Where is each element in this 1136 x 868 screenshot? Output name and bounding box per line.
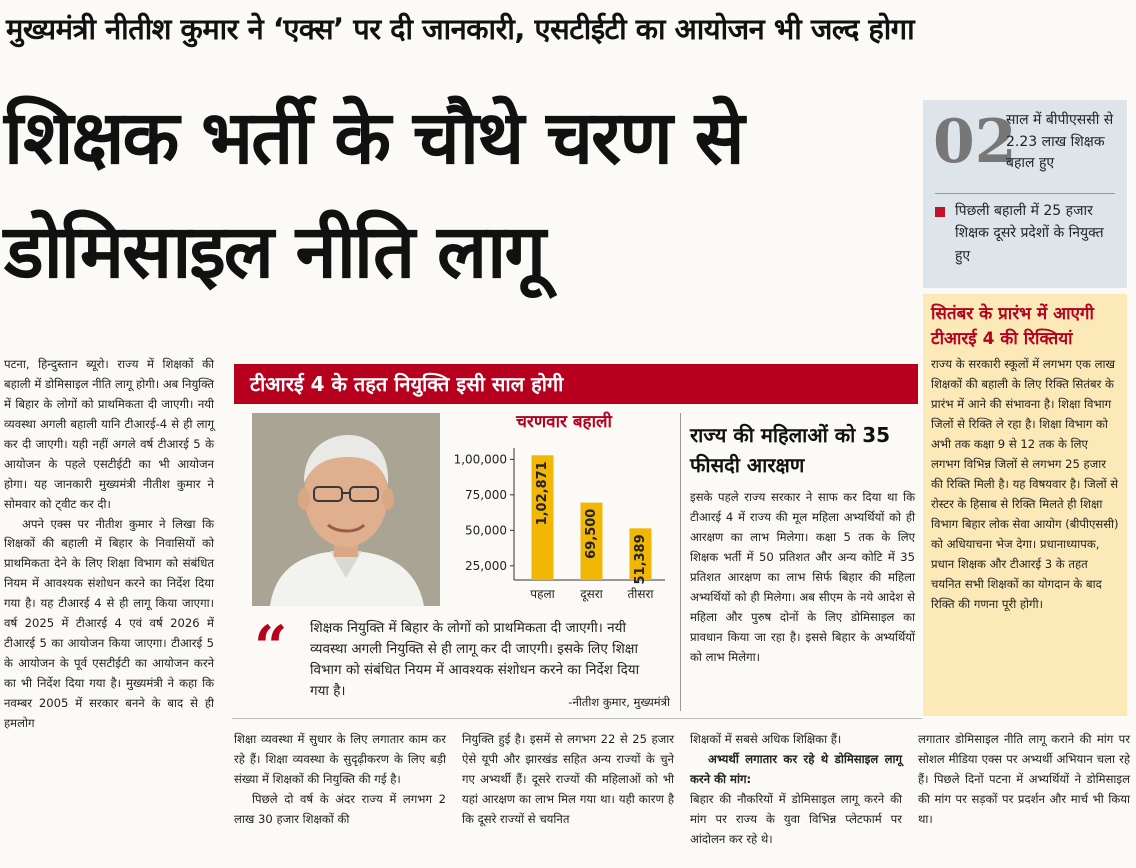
stat-bullet-text: पिछली बहाली में 25 हजार शिक्षक दूसरे प्रदेशों के नियुक्त हुए [955,203,1104,264]
quote-byline: -नीतीश कुमार, मुख्यमंत्री [568,695,670,709]
story-paragraph: नियुक्ति हुई है। इसमें से लगभग 22 से 25 हजार ऐसे यूपी और झारखंड सहित अन्य राज्यों के चुने गए अभ्यर्थी हैं। दूसरे राज्यों की महिलाओं को भी यहां आरक्षण का लाभ मिल गया था। यही कारण है कि दूसरे राज्यों से चयनित [462,732,674,826]
main-headline: शिक्षक भर्ती के चौथे चरण से डोमिसाइल नीति लागू [4,95,743,295]
column-divider [680,413,681,711]
y-tick-label: 50,000 [465,523,507,538]
stat-divider [935,193,1115,194]
bar-value-label: 69,500 [584,508,599,559]
story-paragraph: पिछले दो वर्ष के अंदर राज्य में लगभग 2 लाख 30 हजार शिक्षकों की [234,791,446,826]
side-body: राज्य के सरकारी स्कूलों में लगभग एक लाख शिक्षकों की बहाली के लिए रिक्ति सितंबर के प्रारंभ में आने की संभावना है। शिक्षा विभाग जिलों से रिक्ति ले रहा है। शिक्षा विभाग को अभी तक कक्षा 9 से 12 तक के लिए लगभग विभिन्न जिलों से लगभग 25 हजार की रिक्ति मिली है। यह विषयवार है। जिलों से रोस्टर के हिसाब से रिक्ति मिलते ही शिक्षा विभाग बिहार लोक सेवा आयोग (बीपीएससी) को अधियाचना भेज देगा। प्रधानाध्यापक, प्रधान शिक्षक और टीआरई 3 के तहत चयनित सभी शिक्षकों का योगदान के बाद रिक्ति की गणना पूरी होगी। [931,357,1119,611]
x-category-label: दूसरा [580,587,603,601]
story-column-1 [4,355,214,734]
story-paragraph: पटना, हिन्दुस्तान ब्यूरो। राज्य में शिक्षकों की बहाली में डोमिसाइल नीति लागू होगी। अब नियुक्ति में बिहार के लोगों को प्राथमिकता दी जाएगी। नयी व्यवस्था अगली बहाली यानि टीआरई-4 से ही लागू कर दी जाएगी। यही नहीं अगले वर्ष टीआरई 5 के आयोजन के पहले एसटीईटी का भी आयोजन होगा। यह जानकारी मुख्यमंत्री नीतीश कुमार ने सोमवार को ट्वीट कर दी। [4,357,214,511]
stat-number: 02 [933,107,1017,177]
section-divider [232,718,922,719]
portrait-illustration [252,413,440,606]
story-paragraph: बिहार की नौकरियों में डोमिसाइल लागू करने की मांग पर राज्य के युवा विभिन्न प्लेटफार्म पर आंदोलन कर रहे थे। [690,791,902,846]
story-column-4 [690,730,902,850]
y-tick-label: 75,000 [465,487,507,502]
y-tick-label: 25,000 [465,558,507,573]
x-category-label: पहला [530,587,555,601]
quote-text: शिक्षक नियुक्ति में बिहार के लोगों को प्राथमिकता दी जाएगी। नयी व्यवस्था अगली नियुक्ति से ही लागू कर दी जाएगी। इसके लिए शिक्षा विभाग को संबंधित नियम में आवश्यक संशोधन करने का निर्देश दिया गया है। [310,620,640,700]
y-tick-label: 1,00,000 [453,452,507,467]
chart-title: चरणवार बहाली [516,412,612,432]
bar-value-label: 51,389 [633,534,648,585]
bar-chart [440,440,670,615]
story-paragraph: शिक्षा व्यवस्था में सुधार के लिए लगातार काम कर रहे हैं। शिक्षा व्यवस्था के सुदृढ़ीकरण के लिए बड़ी संख्या में शिक्षकों की नियुक्ति की गई है। [234,732,446,786]
x-category-label: तीसरा [627,587,654,601]
story-paragraph: शिक्षकों में सबसे अधिक शिक्षिका हैं। [690,732,842,746]
bar-value-label: 1,02,871 [535,461,550,526]
kicker-headline: मुख्यमंत्री नीतीश कुमार ने ‘एक्स’ पर दी जानकारी, एसटीईटी का आयोजन भी जल्द होगा [6,12,915,46]
side-heading: सितंबर के प्रारंभ में आएगी टीआरई 4 की रिक्तियां [931,304,1094,349]
stat-text: साल में बीपीएससी से 2.23 लाख शिक्षक बहाल हुए [1006,112,1114,172]
story-paragraph: लगातार डोमिसाइल नीति लागू कराने की मांग पर सोशल मीडिया एक्स पर अभ्यर्थी अभियान चला रहे हैं। पिछले दिनों पटना में अभ्यर्थियों ने डोमिसाइल की मांग पर सड़कों पर प्रदर्शन और मार्च भी किया था। [918,732,1130,826]
story-column-5 [918,730,1130,830]
person-photo [252,413,440,606]
stat-box [923,100,1127,288]
subheading: अभ्यर्थी लगातार कर रहे थे डोमिसाइल लागू करने की मांग: [690,751,902,786]
side-box-vacancies [923,294,1127,716]
bullet-square-icon [935,207,945,217]
quote-mark-icon: “ [254,613,288,681]
women-reservation-heading: राज्य की महिलाओं को 35 फीसदी आरक्षण [690,423,891,477]
story-paragraph: अपने एक्स पर नीतीश कुमार ने लिखा कि शिक्षकों की बहाली में बिहार के निवासियों को प्राथमिकता देने के लिए शिक्षा विभाग को संबंधित नियम में आवश्यक संशोधन करने का निर्देश दिया गया है। यह टीआरई 4 से ही लागू किया जाएगा। वर्ष 2025 में टीआरई 4 एवं वर्ष 2026 में टीआरई 5 का आयोजन किया जाएगा। टीआरई 5 के आयोजन के पूर्व एसटीईटी का आयोजन करने का भी निर्देश दिया गया है। मुख्यमंत्री ने कहा कि नवम्बर 2005 में सरकार बनने के बाद से ही हमलोग [4,516,214,730]
story-column-2 [234,730,446,830]
story-column-3 [462,730,674,830]
section-banner: टीआरई 4 के तहत नियुक्ति इसी साल होगी [234,364,918,404]
women-reservation-body: इसके पहले राज्य सरकार ने साफ कर दिया था कि टीआरई 4 में राज्य की मूल महिला अभ्यर्थियों को ही आरक्षण का लाभ मिलेगा। कक्षा 5 तक के लिए शिक्षक भर्ती में 50 प्रतिशत और अन्य कोटि में 35 प्रतिशत आरक्षण का लाभ सिर्फ बिहार की महिला अभ्यर्थियों को ही मिलेगा। अब सीएम के नये आदेश से महिला और पुरुष दोनों के लिए डोमिसाइल का प्रावधान किया जा रहा है। इससे बिहार के अभ्यर्थियों को लाभ मिलेगा। [690,490,915,664]
